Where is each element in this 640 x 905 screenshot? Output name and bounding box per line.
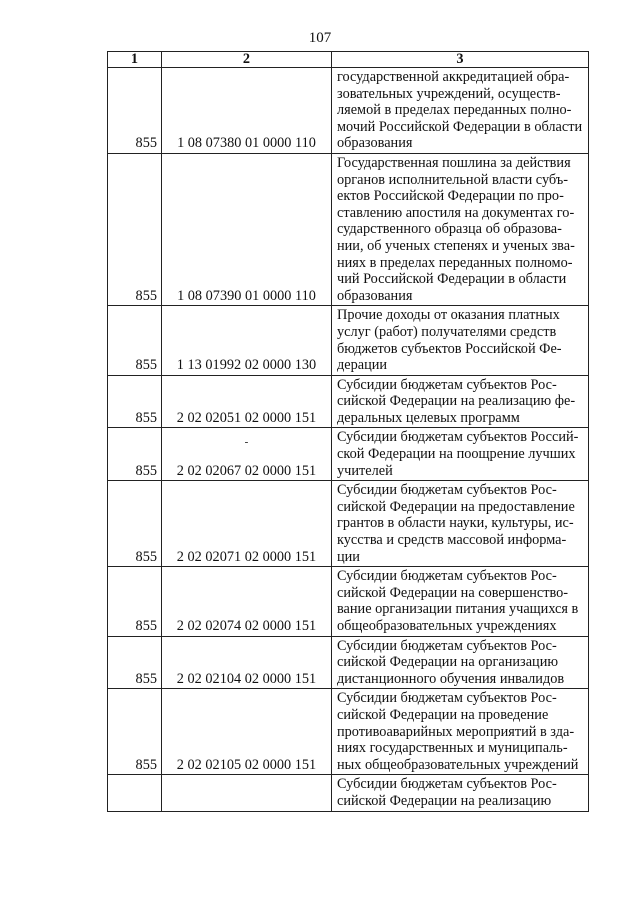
description-cell xyxy=(332,775,589,811)
description-line: нии, об ученых степенях и ученых зва- xyxy=(337,237,575,254)
admin-code-cell: 855 xyxy=(108,428,162,481)
description-line: ниях государственных и муниципаль- xyxy=(337,740,568,757)
description-line: Государственная пошлина за действия xyxy=(337,154,571,171)
table-row xyxy=(108,375,589,428)
description-line: ниях в пределах переданных полномо- xyxy=(337,254,573,271)
admin-code-cell: 855 xyxy=(108,68,162,154)
description-line: ции xyxy=(337,548,360,565)
description-line: Субсидии бюджетам субъектов Рос- xyxy=(337,776,557,793)
description-cell xyxy=(332,306,589,375)
description-line: вание организации питания учащихся в xyxy=(337,601,579,618)
table-row xyxy=(108,306,589,375)
description-line: Прочие доходы от оказания платных xyxy=(337,307,560,324)
description-line: сийской Федерации на реализацию xyxy=(337,792,552,809)
budget-code-text: 2 02 02105 02 0000 151 xyxy=(176,756,317,773)
page-number: 107 xyxy=(308,30,332,46)
description-line: дистанционного обучения инвалидов xyxy=(337,670,565,687)
table-row xyxy=(108,153,589,305)
table-row xyxy=(108,636,589,689)
table-row xyxy=(108,567,589,636)
admin-code-cell: 855 xyxy=(108,153,162,305)
budget-code-cell xyxy=(162,68,332,154)
description-line: Субсидии бюджетам субъектов Рос- xyxy=(337,376,557,393)
description-line: органов исполнительной власти субъ- xyxy=(337,171,568,188)
description-cell xyxy=(332,481,589,567)
description-line: мочий Российской Федерации в области xyxy=(337,118,583,135)
description-line: зовательных учреждений, осуществ- xyxy=(337,85,561,102)
budget-code-text: 2 02 02051 02 0000 151 xyxy=(176,409,317,426)
description-line: сударственного образца об образова- xyxy=(337,221,562,238)
column-header-code: 2 xyxy=(162,52,332,68)
table-body xyxy=(108,68,589,812)
description-line: бюджетов субъектов Российской Фе- xyxy=(337,340,562,357)
column-header-description: 3 xyxy=(332,52,589,68)
description-line: чий Российской Федерации в области xyxy=(337,271,567,288)
budget-code-text: 1 13 01992 02 0000 130 xyxy=(176,357,317,374)
description-line: ставлению апостиля на документах го- xyxy=(337,204,575,221)
stray-mark: - xyxy=(244,435,249,448)
admin-code-cell: 855 xyxy=(108,636,162,689)
description-cell xyxy=(332,428,589,481)
description-line: ляемой в пределах переданных полно- xyxy=(337,102,572,119)
description-line: учителей xyxy=(337,462,393,479)
description-line: Субсидии бюджетам субъектов Рос- xyxy=(337,690,557,707)
description-cell xyxy=(332,636,589,689)
description-line: грантов в области науки, культуры, ис- xyxy=(337,515,574,532)
budget-code-cell xyxy=(162,306,332,375)
table-row xyxy=(108,428,589,481)
budget-code-cell xyxy=(162,153,332,305)
admin-code-cell: 855 xyxy=(108,567,162,636)
budget-code-text: 1 08 07380 01 0000 110 xyxy=(177,135,316,152)
budget-code-text: 1 08 07390 01 0000 110 xyxy=(177,287,316,304)
description-line: государственной аккредитацией обра- xyxy=(337,69,570,85)
description-line: Субсидии бюджетам субъектов Россий- xyxy=(337,429,579,446)
admin-code-cell: 855 xyxy=(108,306,162,375)
description-line: образования xyxy=(337,135,413,152)
description-line: образования xyxy=(337,287,413,304)
budget-code-text: 2 02 02071 02 0000 151 xyxy=(176,548,317,565)
description-line: дерации xyxy=(337,357,388,374)
budget-code-text: 2 02 02067 02 0000 151 xyxy=(176,462,317,479)
description-cell xyxy=(332,153,589,305)
budget-code-cell xyxy=(162,567,332,636)
admin-code-cell: 855 xyxy=(108,375,162,428)
description-line: общеобразовательных учреждениях xyxy=(337,618,557,634)
budget-code-cell xyxy=(162,636,332,689)
budget-code-cell xyxy=(162,481,332,567)
table-row xyxy=(108,68,589,154)
description-line: ных общеобразовательных учреждений xyxy=(337,756,579,773)
description-line: сийской Федерации на реализацию фе- xyxy=(337,393,576,410)
budget-code-cell xyxy=(162,775,332,811)
description-cell xyxy=(332,68,589,154)
admin-code-cell xyxy=(108,775,162,811)
description-cell xyxy=(332,567,589,636)
description-line: услуг (работ) получателями средств xyxy=(337,323,557,340)
description-cell xyxy=(332,375,589,428)
table-row xyxy=(108,689,589,775)
description-line: ской Федерации на поощрение лучших xyxy=(337,446,576,463)
description-line: сийской Федерации на проведение xyxy=(337,706,549,723)
description-line: Субсидии бюджетам субъектов Рос- xyxy=(337,637,557,654)
description-line: противоаварийных мероприятий в зда- xyxy=(337,723,575,740)
description-line: Субсидии бюджетам субъектов Рос- xyxy=(337,568,557,585)
admin-code-cell: 855 xyxy=(108,689,162,775)
description-line: ектов Российской Федерации по про- xyxy=(337,188,564,205)
budget-code-text: 2 02 02104 02 0000 151 xyxy=(176,670,317,687)
header-row xyxy=(108,52,589,68)
table-row xyxy=(108,481,589,567)
description-line: кусства и средств массовой информа- xyxy=(337,532,567,549)
budget-code-cell xyxy=(162,428,332,481)
description-line: сийской Федерации на совершенство- xyxy=(337,584,569,601)
budget-code-cell xyxy=(162,375,332,428)
description-line: Субсидии бюджетам субъектов Рос- xyxy=(337,482,557,499)
description-cell xyxy=(332,689,589,775)
column-header-admin: 1 xyxy=(108,52,162,68)
budget-table xyxy=(107,51,589,812)
budget-code-text: 2 02 02074 02 0000 151 xyxy=(176,618,317,634)
description-line: деральных целевых программ xyxy=(337,409,520,426)
budget-code-cell xyxy=(162,689,332,775)
table-row xyxy=(108,775,589,811)
admin-code-cell: 855 xyxy=(108,481,162,567)
description-line: сийской Федерации на организацию xyxy=(337,654,559,671)
description-line: сийской Федерации на предоставление xyxy=(337,498,575,515)
